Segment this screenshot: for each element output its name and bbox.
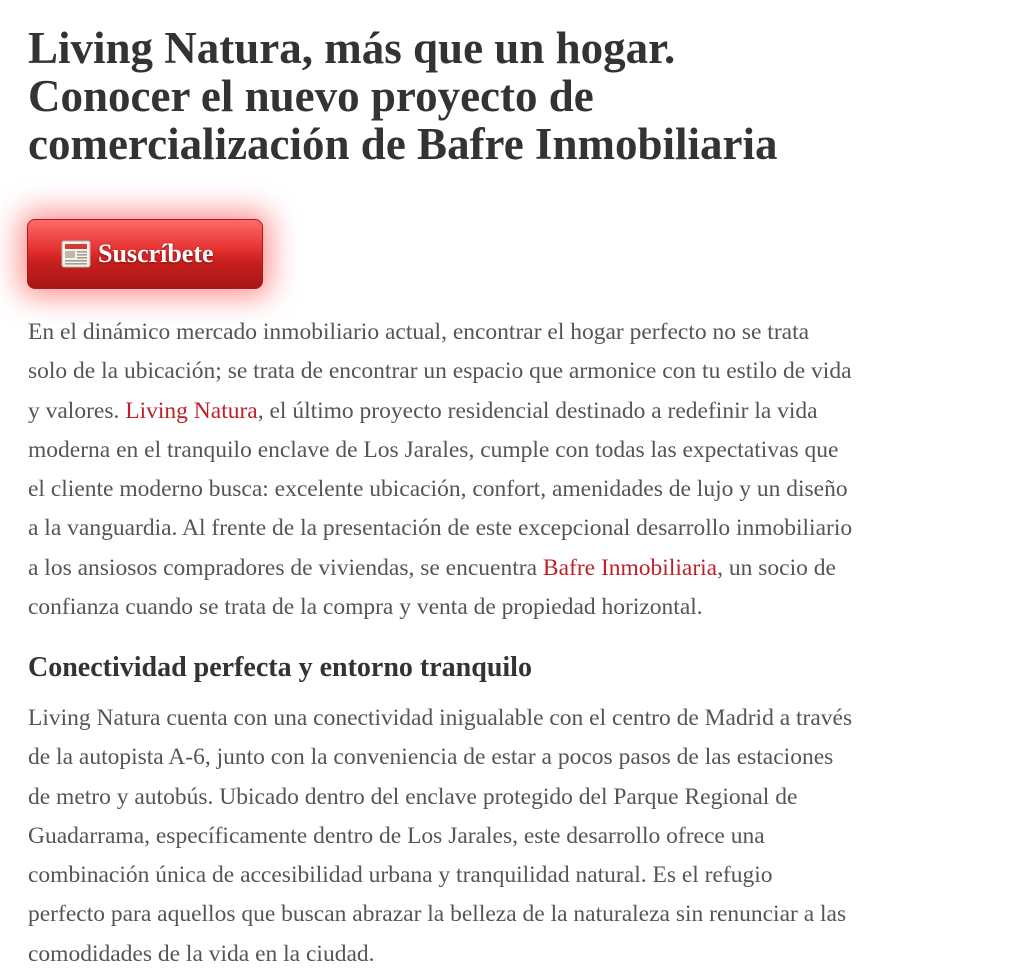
page-title [28,24,988,168]
section-line-1: Living Natura cuenta con una conectividad inigualable con el centro de Madrid a través [28,705,853,731]
section-paragraph [28,699,988,974]
title-line-2: Conocer el nuevo proyecto de [28,71,594,121]
intro-text: a los ansiosos compradores de viviendas, se encuentra [28,554,543,581]
section-line-5: combinación única de accesibilidad urbana y tranquilidad natural. Es el refugio [28,862,773,889]
intro-line-8: confianza cuando se trata de la compra y venta de propiedad horizontal. [28,594,703,621]
title-line-3: comercialización de Bafre Inmobiliaria [28,119,778,169]
title-line-1: Living Natura, más que un hogar. [28,23,676,73]
intro-line-6: a la vanguardia. Al frente de la presentación de este excepcional desarrollo inmobiliario [28,515,853,542]
section-line-3: de metro y autobús. Ubicado dentro del enclave protegido del Parque Regional de [28,783,798,810]
intro-line-7 [28,549,988,588]
intro-line-3 [28,392,988,431]
subscribe-label: Suscríbete [98,239,214,268]
intro-line-2: solo de la ubicación; se trata de encontrar un espacio que armonice con tu estilo de vida [28,358,852,385]
intro-text: , un socio de [717,554,836,581]
intro-line-4: moderna en el tranquilo enclave de Los Jarales, cumple con todas las expectativas que [28,436,839,463]
living-natura-link[interactable]: Living Natura [125,397,258,424]
bafre-inmobiliaria-link[interactable]: Bafre Inmobiliaria [542,554,718,581]
intro-text: y valores. [28,397,126,424]
subscribe-button[interactable] [27,219,263,289]
section-line-6: perfecto para aquellos que buscan abrazar la belleza de la naturaleza sin renunciar a las [28,901,847,928]
intro-line-5: el cliente moderno busca: excelente ubicación, confort, amenidades de lujo y un diseño [28,476,848,503]
section-line-4: Guadarrama, específicamente dentro de Los Jarales, este desarrollo ofrece una [28,822,765,849]
newspaper-icon [61,239,91,269]
section-line-7: comodidades de la vida en la ciudad. [28,940,375,967]
intro-line-1: En el dinámico mercado inmobiliario actual, encontrar el hogar perfecto no se trata [28,319,810,345]
intro-text: , el último proyecto residencial destinado a redefinir la vida [257,397,818,424]
section-heading: Conectividad perfecta y entorno tranquilo [28,652,532,683]
intro-paragraph [28,313,988,627]
section-line-2: de la autopista A-6, junto con la conveniencia de estar a pocos pasos de las estaciones [28,744,834,771]
